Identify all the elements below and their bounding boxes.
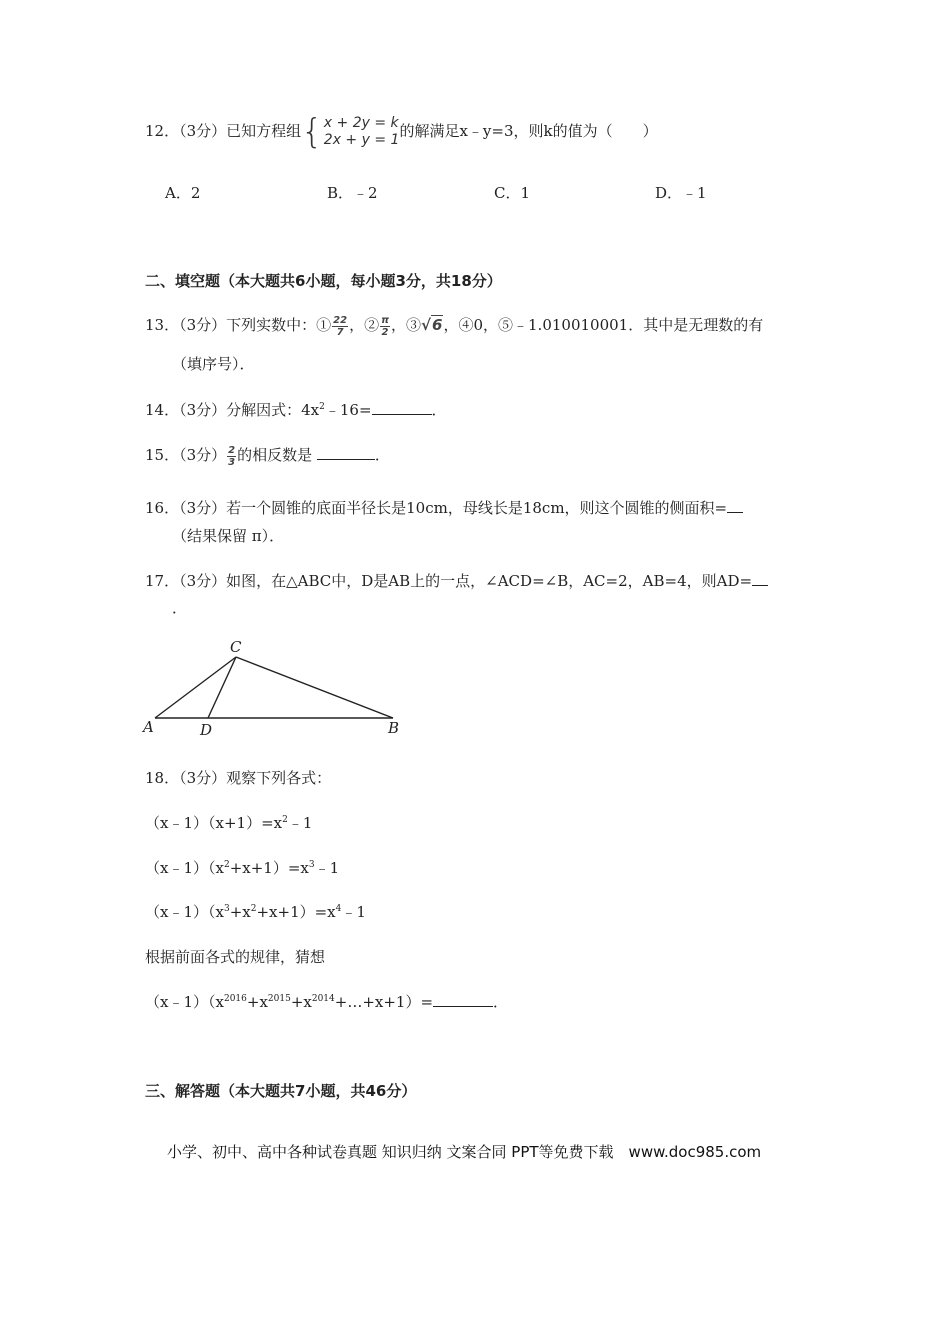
eq-part: +x+1）=x (229, 859, 309, 877)
fraction-22-7 (332, 315, 348, 338)
question-16 (145, 497, 743, 518)
eq-part: +x (246, 993, 268, 1011)
q13-sep1: ，② (349, 316, 380, 334)
q13-prefix: 13．（3分）下列实数中：① (145, 316, 332, 334)
eq-part: +x+1）=x (256, 903, 336, 921)
option-b: B．﹣2 (327, 184, 378, 202)
q15-suffix: 的相反数是 (237, 446, 317, 464)
exponent: 2016 (223, 994, 247, 1004)
q14-end: ． (431, 401, 447, 419)
label-d: D (200, 721, 213, 739)
eq-part: ﹣1 (287, 814, 313, 832)
q14-prefix: 14．（3分）分解因式：4x (145, 401, 320, 419)
answer-blank[interactable] (317, 445, 375, 460)
label-a: A (143, 718, 154, 736)
system-eq1: x + 2y = k (323, 115, 399, 131)
q17-line1: 17．（3分）如图，在△ABC中，D是AB上的一点，∠ACD=∠B，AC=2，AB=4，则AD= (145, 572, 753, 590)
eq-part: +…+x+1）= (334, 993, 434, 1011)
option-c: C．1 (494, 184, 531, 202)
frac-den: 3 (228, 456, 236, 468)
frac-num: 22 (333, 314, 348, 326)
q13-line2: （填序号）． (172, 355, 255, 373)
radicand: 6 (432, 316, 443, 334)
frac-num: 2 (228, 444, 236, 456)
system-eq2: 2x + y = 1 (323, 132, 400, 148)
question-18: 18．（3分）观察下列各式： (145, 769, 332, 787)
q14-exponent: 2 (319, 402, 325, 412)
frac-den: 7 (336, 326, 344, 338)
eq-part: ． (493, 993, 509, 1011)
question-15 (145, 444, 390, 468)
exponent: 2 (223, 860, 230, 870)
q12-suffix: 的解满足x﹣y=3，则k的值为（ ） (399, 122, 658, 140)
q17-line2: ． (172, 599, 188, 617)
question-13 (145, 314, 763, 338)
q18-eq3 (145, 901, 366, 922)
exponent: 3 (308, 860, 315, 870)
equation-system: { x + 2y = k 2x + y = 1 (301, 112, 400, 152)
q18-eq2 (145, 857, 339, 878)
frac-den: 2 (381, 326, 389, 338)
eq-part: （x﹣1）（x (145, 993, 224, 1011)
q16-line2: （结果保留 π）． (172, 527, 285, 545)
exponent: 3 (223, 904, 230, 914)
fraction-2-3 (227, 445, 236, 468)
label-b: B (388, 719, 400, 737)
segment-cd (208, 657, 236, 718)
answer-blank[interactable] (752, 571, 768, 586)
question-12 (145, 112, 658, 152)
segment-ac (155, 657, 236, 718)
question-14 (145, 399, 447, 420)
eq-part: +x (290, 993, 312, 1011)
option-d: D．﹣1 (655, 184, 707, 202)
q16-line1: 16．（3分）若一个圆锥的底面半径长是10cm，母线长是18cm，则这个圆锥的侧面积= (145, 499, 728, 517)
frac-num: π (381, 314, 389, 326)
answer-blank[interactable] (433, 992, 493, 1007)
section-2-heading: 二、填空题（本大题共6小题，每小题3分，共18分） (145, 272, 502, 290)
eq-part: （x﹣1）（x+1）=x (145, 814, 283, 832)
eq-part: ﹣1 (341, 903, 366, 921)
exponent: 2 (282, 815, 288, 825)
eq-part: （x﹣1）（x (145, 859, 224, 877)
eq-part: +x (229, 903, 251, 921)
answer-blank[interactable] (372, 400, 432, 415)
section-3-heading: 三、解答题（本大题共7小题，共46分） (145, 1082, 417, 1100)
q18-eq4 (145, 991, 508, 1012)
eq-part: （x﹣1）（x (145, 903, 224, 921)
exponent: 2 (250, 904, 257, 914)
q13-suffix: ，④0，⑤﹣1.010010001．其中是无理数的有 (443, 316, 764, 334)
q14-suffix: ﹣16= (324, 401, 372, 419)
q15-end: ． (374, 446, 390, 464)
segment-cb (236, 657, 393, 718)
option-a: A．2 (165, 184, 201, 202)
answer-blank[interactable] (727, 498, 743, 513)
q12-prefix: 12．（3分）已知方程组 (145, 122, 302, 140)
q18-guess: 根据前面各式的规律，猜想 (145, 948, 326, 966)
footer-text: 小学、初中、高中各种试卷真题 知识归纳 文案合同 PPT等免费下载 www.doc985.com (167, 1143, 762, 1161)
fraction-pi-2 (380, 315, 390, 338)
exponent: 4 (335, 904, 342, 914)
exponent: 2015 (267, 994, 291, 1004)
label-c: C (230, 638, 242, 656)
q18-eq1 (145, 812, 312, 833)
question-17 (145, 570, 768, 591)
triangle-figure (138, 635, 418, 745)
q13-sep2: ，③ (391, 316, 422, 334)
eq-part: ﹣1 (314, 859, 340, 877)
exponent: 2014 (311, 994, 335, 1004)
q15-prefix: 15．（3分） (145, 446, 227, 464)
sqrt-6: √6 (421, 316, 443, 334)
